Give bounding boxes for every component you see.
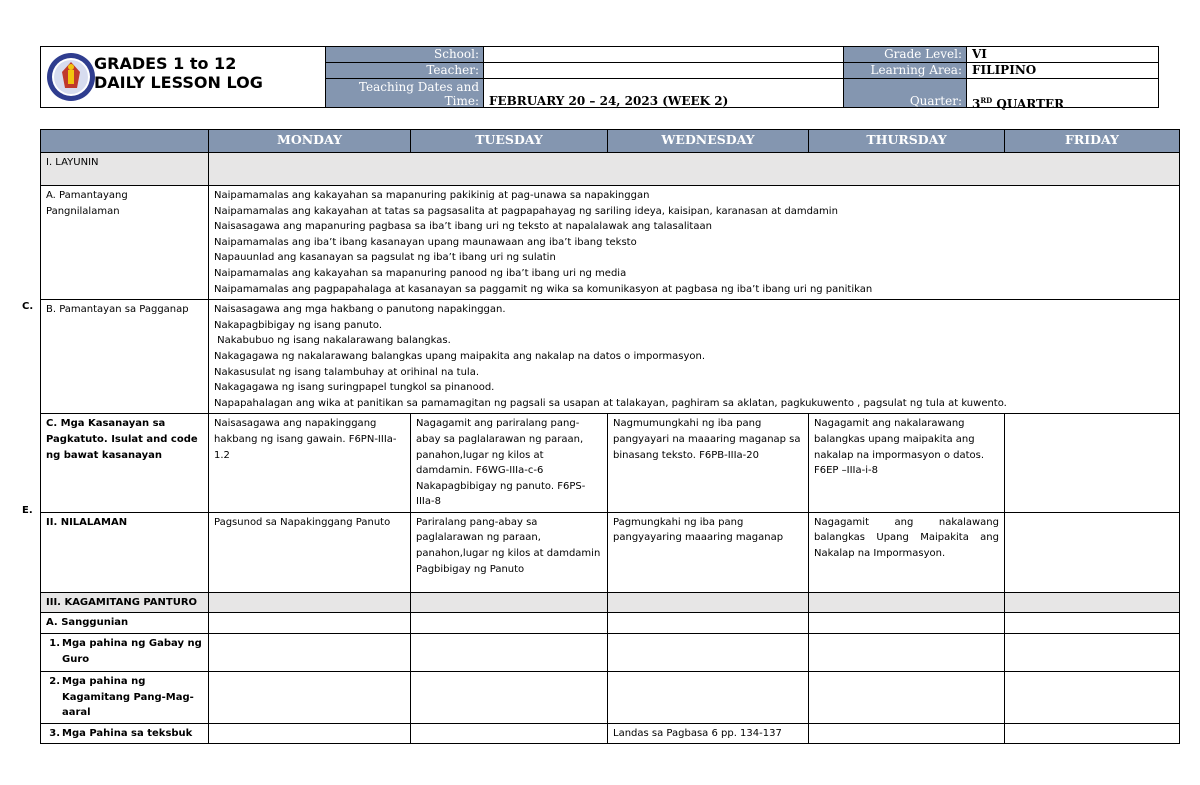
teksbuk-num: 3. (49, 727, 60, 739)
row-layunin (41, 153, 1180, 186)
kasanayan-tuesday: Nagagamit ang pariralang pang-abay sa paglalarawan ng paraan, panahon,lugar ng kilos at damdamin. F6WG-IIIa-c-6 Nakapagbibigay ng panuto. F6PS-IIIa-8 (411, 414, 608, 513)
teksbuk-label-cell (41, 723, 209, 744)
kagamitang-wednesday (608, 672, 809, 724)
kagamitang-friday (1005, 672, 1180, 724)
teksbuk-friday (1005, 723, 1180, 744)
gabay-num: 1. (49, 638, 60, 650)
sanggunian-wednesday (608, 613, 809, 634)
psp-line-2: Nakapagbibigay ng isang panuto. (214, 319, 383, 331)
kasanayan-label: C. Mga Kasanayan sa Pagkatuto. Isulat and code ng bawat kasanayan (41, 414, 209, 513)
grade-level-value: VI (966, 46, 1159, 63)
kasanayan-friday (1005, 414, 1180, 513)
day-thursday: THURSDAY (809, 130, 1005, 153)
psp-line-3: Nakabubuo ng isang nakalarawang balangkas. (214, 335, 451, 347)
row-kasanayan (41, 414, 1180, 513)
psp-line-6: Nakagagawa ng isang suringpapel tungkol sa pinanood. (214, 382, 495, 394)
school-label: School: (325, 46, 484, 63)
layunin-content (209, 153, 1180, 186)
day-monday: MONDAY (209, 130, 411, 153)
teaching-dates-label (325, 78, 484, 108)
psp-line-5: Nakasusulat ng isang talambuhay at orihinal na tula. (214, 366, 480, 378)
gabay-monday (209, 634, 411, 672)
grade-level-label: Grade Level: (843, 46, 967, 63)
kagamitan-wednesday (608, 592, 809, 613)
quarter-rest: QUARTER (992, 97, 1065, 111)
learning-area-label: Learning Area: (843, 62, 967, 79)
psp-line-4: Nakagagawa ng nakalarawang balangkas upang maipakita ang nakalap na datos o impormasyon. (214, 350, 706, 362)
teksbuk-wednesday: Landas sa Pagbasa 6 pp. 134-137 (608, 723, 809, 744)
row-kagamitan (41, 592, 1180, 613)
pp-line-4: Naipamamalas ang iba’t ibang kasanayan upang maunawaan ang iba’t ibang teksto (214, 236, 637, 248)
nilalaman-friday (1005, 512, 1180, 592)
nilalaman-thursday: Nagagamit ang nakalawang balangkas Upang Maipakita ang Nakalap na Impormasyon. (809, 512, 1005, 592)
quarter-number: 3 (972, 97, 981, 111)
quarter-superscript: RD (980, 96, 993, 105)
nilalaman-wednesday: Pagmungkahi ng iba pang pangyayaring maaaring maganap (608, 512, 809, 592)
kasanayan-wednesday: Nagmumungkahi ng iba pang pangyayari na maaaring maganap sa binasang teksto. F6PB-IIIa-20 (608, 414, 809, 513)
gabay-label: Mga pahina ng Gabay ng Guro (62, 638, 202, 665)
pp-line-6: Naipamamalas ang kakayahan sa mapanuring panood ng iba’t ibang uri ng media (214, 267, 627, 279)
day-header-blank (41, 130, 209, 153)
pamantayang-pangnilalaman-content (209, 186, 1180, 300)
kagamitan-label: III. KAGAMITANG PANTURO (41, 592, 209, 613)
nilalaman-tuesday: Pariralang pang-abay sa paglalarawan ng paraan, panahon,lugar ng kilos at damdamin Pagbibigay ng Panuto (411, 512, 608, 592)
title-line-1: GRADES 1 to 12 (94, 54, 237, 73)
deped-seal-icon (46, 52, 96, 102)
teksbuk-monday (209, 723, 411, 744)
teksbuk-label: Mga Pahina sa teksbuk (62, 727, 193, 739)
sanggunian-label: A. Sanggunian (41, 613, 209, 634)
gabay-friday (1005, 634, 1180, 672)
psp-line-1: Naisasagawa ang mga hakbang o panutong napakinggan. (214, 304, 506, 316)
kagamitang-label: Mga pahina ng Kagamitang Pang-Mag-aaral (62, 676, 194, 719)
kasanayan-monday: Naisasagawa ang napakinggang hakbang ng isang gawain. F6PN-IIIa-1.2 (209, 414, 411, 513)
pp-line-2: Naipamamalas ang kakayahan at tatas sa pagsasalita at pagpapahayag ng sariling ideya, kaisipan, karanasan at damdamin (214, 205, 838, 217)
row-kagamitang-pang-mag-aaral (41, 672, 1180, 724)
gabay-thursday (809, 634, 1005, 672)
gabay-tuesday (411, 634, 608, 672)
pp-line-5: Napauunlad ang kasanayan sa pagsulat ng iba’t ibang uri ng sulatin (214, 252, 556, 264)
sanggunian-thursday (809, 613, 1005, 634)
pp-line-3: Naisasagawa ang mapanuring pagbasa sa iba’t ibang uri ng teksto at napalalawak ang talasalitaan (214, 221, 712, 233)
day-wednesday: WEDNESDAY (608, 130, 809, 153)
teksbuk-thursday (809, 723, 1005, 744)
kagamitang-tuesday (411, 672, 608, 724)
teaching-dates-label-line2: Time: (444, 94, 479, 108)
side-mark-c: C. (22, 301, 34, 312)
nilalaman-label: II. NILALAMAN (41, 512, 209, 592)
pamantayan-sa-pagganap-label: B. Pamantayan sa Pagganap (41, 300, 209, 414)
kagamitan-monday (209, 592, 411, 613)
kagamitang-monday (209, 672, 411, 724)
teaching-dates-label-line1: Teaching Dates and (358, 80, 479, 94)
teaching-dates-value: FEBRUARY 20 – 24, 2023 (WEEK 2) (483, 78, 844, 108)
title-line-2: DAILY LESSON LOG (94, 73, 263, 92)
day-header-row (41, 130, 1180, 153)
teacher-value (483, 62, 844, 79)
school-value (483, 46, 844, 63)
row-gabay (41, 634, 1180, 672)
row-teksbuk (41, 723, 1180, 744)
pp-line-1: Naipamamalas ang kakayahan sa mapanuring pakikinig at pag-unawa sa napakinggan (214, 190, 650, 201)
gabay-label-cell (41, 634, 209, 672)
pamantayan-sa-pagganap-content (209, 300, 1180, 414)
sanggunian-friday (1005, 613, 1180, 634)
row-nilalaman (41, 512, 1180, 592)
sanggunian-tuesday (411, 613, 608, 634)
kagamitan-tuesday (411, 592, 608, 613)
kagamitan-thursday (809, 592, 1005, 613)
kagamitang-num: 2. (49, 676, 60, 688)
kagamitang-thursday (809, 672, 1005, 724)
row-pamantayang-pangnilalaman (41, 186, 1180, 300)
nilalaman-monday: Pagsunod sa Napakinggang Panuto (209, 512, 411, 592)
quarter-value (966, 78, 1159, 111)
day-friday: FRIDAY (1005, 130, 1180, 153)
layunin-label: I. LAYUNIN (41, 153, 209, 186)
row-sanggunian (41, 613, 1180, 634)
sanggunian-monday (209, 613, 411, 634)
row-pamantayan-sa-pagganap (41, 300, 1180, 414)
kagamitang-label-cell (41, 672, 209, 724)
side-mark-e: E. (22, 505, 33, 516)
quarter-label: Quarter: (843, 78, 967, 108)
pamantayang-pangnilalaman-label: A. Pamantayang Pangnilalaman (41, 186, 209, 300)
learning-area-value: FILIPINO (966, 62, 1159, 79)
kagamitan-friday (1005, 592, 1180, 613)
pp-line-7: Naipamamalas ang pagpapahalaga at kasanayan sa paggamit ng wika sa komunikasyon at pagbasa ng iba’t ibang uri ng panitikan (214, 283, 873, 295)
kasanayan-thursday: Nagagamit ang nakalarawang balangkas upang maipakita ang nakalap na impormasyon o datos. F6EP –IIIa-i-8 (809, 414, 1005, 513)
psp-line-7: Napapahalagan ang wika at panitikan sa pamamagitan ng pagsali sa usapan at talakayan, paghiram sa aklatan, pagkukuwento , pagsulat ng tula at kuwento. (214, 397, 1007, 409)
day-tuesday: TUESDAY (411, 130, 608, 153)
lesson-log-table (40, 129, 1180, 744)
gabay-wednesday (608, 634, 809, 672)
teksbuk-tuesday (411, 723, 608, 744)
teacher-label: Teacher: (325, 62, 484, 79)
